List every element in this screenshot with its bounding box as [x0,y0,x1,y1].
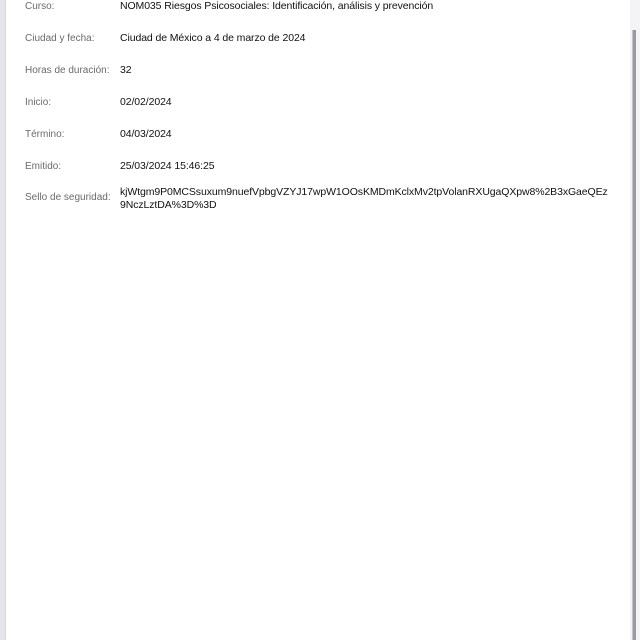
field-label: Término: [25,129,65,140]
field-inicio [25,96,172,110]
field-horas-duracion [25,64,131,78]
field-value: Ciudad de México a 4 de marzo de 2024 [120,32,306,44]
field-label: Inicio: [25,97,52,108]
field-value: kjWtgm9P0MCSsuxum9nuefVpbgVZYJ17wpW1OOsKMDmKclxMv2tpVolanRXUgaQXpw8%2B3xGaeQEz9NczLztDA%3D%3D [120,186,608,211]
scrollbar-thumb[interactable] [632,30,636,640]
field-sello-seguridad [25,186,610,212]
field-label: Ciudad y fecha: [25,33,95,44]
field-label: Sello de seguridad: [25,192,111,203]
field-curso [25,0,433,14]
field-value: 02/02/2024 [120,96,172,108]
field-value: 32 [120,64,132,76]
field-emitido [25,160,214,174]
window-left-border [0,0,6,640]
field-ciudad-fecha [25,32,305,46]
field-termino [25,128,172,142]
field-label: Horas de duración: [25,65,110,76]
field-label: Curso: [25,1,55,12]
field-value: 04/03/2024 [120,128,172,140]
field-value: 25/03/2024 15:46:25 [120,160,215,172]
field-value: NOM035 Riesgos Psicosociales: Identificación, análisis y prevención [120,0,434,12]
field-label: Emitido: [25,161,62,172]
